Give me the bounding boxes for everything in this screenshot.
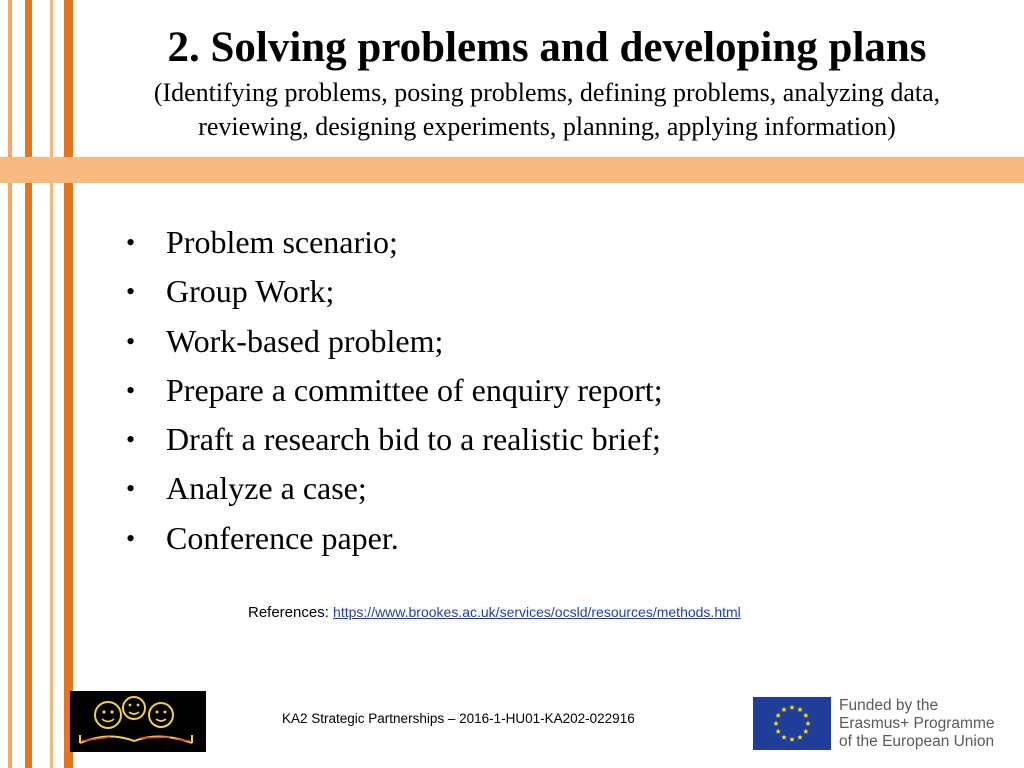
eu-text-line-1: Funded by the: [839, 697, 939, 714]
eu-star: [773, 721, 779, 726]
list-item-text: Group Work;: [166, 273, 335, 310]
eu-star: [781, 707, 787, 712]
slide-title: 2. Solving problems and developing plans: [167, 24, 927, 71]
faces-icon: [70, 691, 206, 752]
eu-star: [775, 729, 781, 734]
eu-star: [789, 705, 795, 710]
list-item-text: Draft a research bid to a realistic brief;: [166, 421, 661, 458]
footer-project-text: KA2 Strategic Partnerships – 2016-1-HU01-KA202-022916: [282, 711, 635, 726]
title-block: [90, 22, 1004, 144]
list-item-text: Analyze a case;: [166, 470, 367, 507]
bullet-icon: •: [126, 277, 136, 307]
eu-star: [803, 713, 809, 718]
subtitle-line-2: reviewing, designing experiments, planning, applying information): [198, 112, 896, 141]
bullet-list: [126, 218, 663, 563]
references-link[interactable]: https://www.brookes.ac.uk/services/ocsld/resources/methods.html: [333, 604, 741, 620]
eu-funding-text: [839, 697, 994, 751]
list-item-text: Problem scenario;: [166, 224, 398, 260]
eu-flag-icon: [753, 697, 831, 750]
eu-star: [797, 707, 803, 712]
decor-stripe-1: [8, 0, 12, 768]
list-item: [126, 415, 663, 464]
eu-text-line-3: of the European Union: [839, 733, 995, 750]
eu-star: [775, 713, 781, 718]
references: [248, 604, 741, 621]
list-item: [126, 218, 663, 267]
list-item: [126, 366, 663, 415]
bullet-icon: •: [126, 326, 136, 356]
list-item: [126, 514, 663, 563]
list-item-text: Conference paper.: [166, 519, 399, 556]
bullet-icon: •: [126, 425, 136, 455]
decor-stripe-2: [25, 0, 32, 768]
bullet-icon: •: [126, 474, 136, 504]
bullet-icon: •: [126, 228, 136, 257]
subtitle-line-1: (Identifying problems, posing problems, defining problems, analyzing data,: [153, 78, 941, 107]
list-item: [126, 267, 663, 316]
decor-stripe-3: [50, 0, 53, 768]
bullet-icon: •: [126, 375, 136, 405]
list-item: [126, 464, 663, 513]
eu-star: [805, 721, 811, 726]
eu-star: [797, 734, 803, 739]
list-item-text: Work-based problem;: [166, 322, 444, 359]
decor-stripe-4: [64, 0, 73, 768]
eu-star: [781, 734, 787, 739]
project-logo: [70, 691, 206, 752]
bullet-icon: •: [126, 523, 136, 553]
list-item: [126, 317, 663, 366]
slide-subtitle: [90, 76, 1004, 144]
references-label: References:: [248, 604, 329, 621]
title-band: [0, 157, 1024, 183]
eu-star: [789, 737, 795, 742]
eu-star: [803, 729, 809, 734]
list-item-text: Prepare a committee of enquiry report;: [166, 371, 663, 408]
eu-text-line-2: Erasmus+ Programme: [839, 715, 995, 732]
